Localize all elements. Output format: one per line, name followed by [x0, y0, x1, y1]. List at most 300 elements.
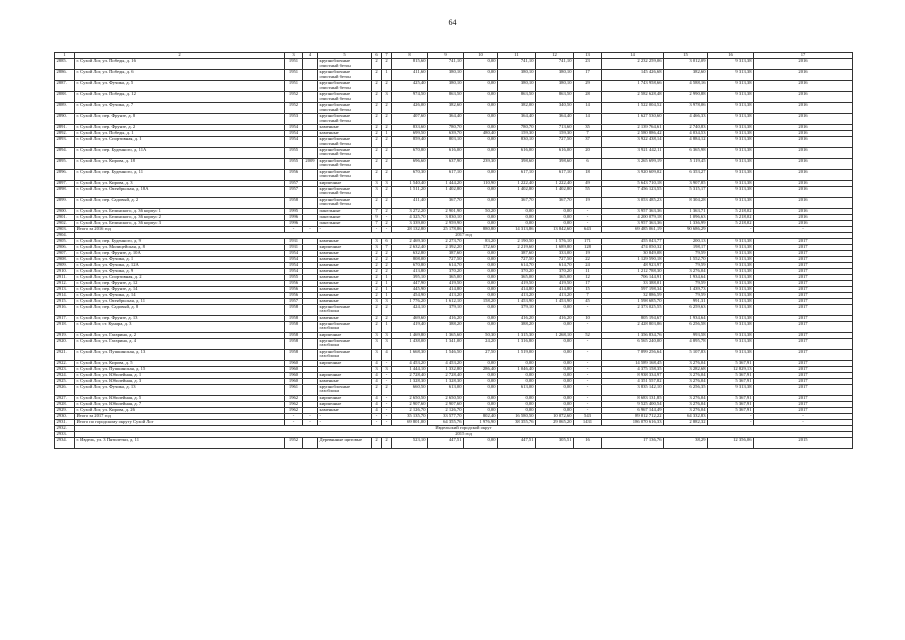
table-cell: 16	[574, 437, 602, 448]
table-cell: 79,59	[664, 280, 708, 286]
table-cell: 2	[382, 384, 392, 395]
table-cell: 387,60	[498, 250, 536, 256]
table-cell: 83,20	[464, 238, 498, 244]
table-cell: 2928.	[55, 401, 75, 407]
table-cell: 1	[382, 131, 392, 137]
table-cell: 5 367,91	[708, 372, 754, 378]
table-cell: 1957	[285, 186, 303, 197]
table-cell: 2913.	[55, 286, 75, 292]
table-cell: 90 686,29	[664, 226, 708, 232]
table-cell: -	[708, 413, 754, 419]
table-cell: 3 907,85	[664, 180, 708, 186]
table-cell: 9 313,38	[708, 81, 754, 92]
table-cell: 38 355,76	[498, 419, 536, 425]
table-cell: -	[574, 366, 602, 372]
row-number: 2904.	[55, 232, 75, 238]
table-cell: 2	[382, 125, 392, 131]
table-cell: 2017	[754, 244, 853, 250]
table-cell: 45	[574, 298, 602, 304]
table-row	[55, 338, 853, 349]
table-cell: 1431	[574, 419, 602, 425]
column-header: 9	[428, 53, 464, 59]
table-cell: 9 313,38	[708, 292, 754, 298]
table-cell: 6	[574, 158, 602, 169]
table-cell: 3	[382, 92, 392, 103]
table-cell: 23	[574, 59, 602, 70]
table-cell: 1960	[285, 360, 303, 366]
table-cell: 2 907,60	[428, 401, 464, 407]
table-cell: 5 367,91	[708, 378, 754, 384]
table-cell: 1 453,90	[498, 298, 536, 304]
table-cell: 2 580 886,42	[602, 131, 664, 137]
table-cell: г. Сухой Лог, ул. Победы, д. 16	[75, 59, 285, 70]
table-cell: 469,60	[392, 315, 428, 321]
table-cell: 2017	[754, 280, 853, 286]
table-cell: крупноблочные очистный бетон	[318, 81, 372, 92]
table-cell: 10	[574, 315, 602, 321]
table-cell: г. Сухой Лог, пер. Буденного, д. 9	[75, 238, 285, 244]
table-cell: 670,80	[392, 262, 428, 268]
table-cell: 6 565 240,00	[602, 338, 664, 349]
table-cell: 2	[372, 280, 382, 286]
table-cell: 2934.	[55, 437, 75, 448]
table-cell: -	[372, 419, 382, 425]
table-cell: -	[303, 226, 318, 232]
table-cell: 2017	[754, 401, 853, 407]
table-cell: 1952	[285, 103, 303, 114]
table-cell: 7	[574, 131, 602, 137]
table-cell: 0,00	[536, 407, 574, 413]
table-cell: кирпичные	[318, 244, 372, 250]
table-cell: 9	[372, 214, 382, 220]
table-cell: 474 050,32	[602, 244, 664, 250]
table-cell: 1954	[285, 268, 303, 274]
table-cell: 2017	[754, 262, 853, 268]
table-cell: 2017	[754, 250, 853, 256]
table-cell: 614,70	[428, 262, 464, 268]
table-cell: 14	[574, 103, 602, 114]
table-cell: каменные	[318, 256, 372, 262]
table-cell: 880,80	[464, 226, 498, 232]
table-cell: 9 313,38	[708, 137, 754, 148]
table-cell: 2016	[754, 131, 853, 137]
table-cell: 9 313,38	[708, 147, 754, 158]
table-cell: 7	[372, 208, 382, 214]
table-cell: 616,00	[498, 147, 536, 158]
column-header: 10	[464, 53, 498, 59]
table-cell: 1 315,30	[498, 332, 536, 338]
table-cell: 0,00	[464, 220, 498, 226]
table-cell: -	[285, 413, 303, 419]
table-row	[55, 137, 853, 148]
table-cell: 367,70	[536, 197, 574, 208]
table-cell: 1960	[285, 366, 303, 372]
table-cell: 19	[574, 197, 602, 208]
table-cell: 3 282,68	[664, 366, 708, 372]
table-cell: 660,50	[392, 384, 428, 395]
table-cell: Итого за 2017 год	[75, 413, 285, 419]
table-cell: 9 313,38	[708, 59, 754, 70]
table-cell: 2	[382, 114, 392, 125]
table-cell: 4 034,53	[664, 131, 708, 137]
table-row	[55, 92, 853, 103]
table-cell: 14 313,86	[498, 226, 536, 232]
table-cell: 713,60	[536, 125, 574, 131]
table-cell: 2 728,40	[428, 372, 464, 378]
table-row	[55, 158, 853, 169]
table-cell: 14	[574, 114, 602, 125]
table-cell: 2	[372, 92, 382, 103]
table-cell: -	[708, 226, 754, 232]
table-cell: 387,60	[428, 250, 464, 256]
table-cell: панельные	[318, 220, 372, 226]
table-cell: 863,50	[428, 92, 464, 103]
table-cell: 1 365,60	[428, 332, 464, 338]
table-cell: 2	[372, 158, 382, 169]
table-cell: 2	[382, 268, 392, 274]
table-cell: 411,40	[392, 197, 428, 208]
table-cell: 1 268,10	[536, 332, 574, 338]
table-cell: 2017	[754, 274, 853, 280]
table-cell: 7 456 123,55	[602, 186, 664, 197]
table-cell: г. Сухой Лог, ул. Победы, д. 6	[75, 70, 285, 81]
page-number: 64	[448, 18, 457, 27]
table-cell: 411,60	[392, 70, 428, 81]
table-row	[55, 114, 853, 125]
table-cell: 2	[372, 114, 382, 125]
table-cell: 7	[382, 244, 392, 250]
table-cell: 1 612,10	[428, 298, 464, 304]
table-cell: 2	[372, 286, 382, 292]
table-cell: 1 402,80	[428, 186, 464, 197]
register-table-container	[54, 52, 852, 449]
table-cell: 2016	[754, 208, 853, 214]
table-cell: 2017	[754, 349, 853, 360]
table-cell: 2 650,50	[392, 395, 428, 401]
table-cell: -	[382, 360, 392, 366]
table-cell: крупноблочные газоблоки	[318, 304, 372, 315]
table-cell: 2017	[754, 384, 853, 395]
table-cell: 110,90	[464, 180, 498, 186]
section-title: 2017 год	[75, 232, 853, 238]
table-cell: 382,60	[428, 103, 464, 114]
table-cell: г. Сухой Лог, ул. Спортивная, д. 2	[75, 274, 285, 280]
table-cell: 24,20	[464, 338, 498, 349]
table-cell: -	[754, 419, 853, 425]
table-cell: 4	[372, 407, 382, 413]
table-cell: 414,80	[536, 286, 574, 292]
table-cell: крупноблочные газоблоки	[318, 384, 372, 395]
table-cell: 1954	[285, 262, 303, 268]
table-cell: 367,70	[498, 197, 536, 208]
table-cell: 5 367,91	[708, 360, 754, 366]
table-cell: 2017	[754, 378, 853, 384]
table-cell: 7 899 256,64	[602, 349, 664, 360]
table-cell: 2930.	[55, 413, 75, 419]
table-cell: 1961	[285, 384, 303, 395]
table-cell: 0,00	[498, 208, 536, 214]
table-cell: 3	[372, 332, 382, 338]
table-cell: 802,40	[464, 413, 498, 419]
table-cell: 2	[382, 59, 392, 70]
table-cell: 2901.	[55, 214, 75, 220]
table-row	[55, 59, 853, 70]
table-cell: каменные	[318, 250, 372, 256]
table-cell: 15	[574, 286, 602, 292]
table-cell: 69 485 061,19	[602, 226, 664, 232]
table-cell: 0,00	[536, 401, 574, 407]
table-cell: -	[372, 413, 382, 419]
table-cell: 9 313,38	[708, 338, 754, 349]
table-cell: 2890.	[55, 114, 75, 125]
table-cell: 3	[382, 366, 392, 372]
table-cell: 2	[372, 147, 382, 158]
table-cell: 365,00	[536, 274, 574, 280]
table-cell: каменные	[318, 286, 372, 292]
table-cell: 1958	[285, 338, 303, 349]
table-cell: 17	[574, 280, 602, 286]
table-cell: 5 367,91	[708, 407, 754, 413]
table-cell	[303, 304, 318, 315]
table-cell: -	[285, 419, 303, 425]
table-cell: г. Сухой Лог, ул. Победы, д. 1	[75, 131, 285, 137]
table-cell: 10 072,60	[536, 413, 574, 419]
table-cell: 2009	[303, 158, 318, 169]
table-cell: 3	[382, 180, 392, 186]
table-cell: 0,00	[498, 372, 536, 378]
table-cell: 0,00	[536, 349, 574, 360]
table-cell: 2	[372, 304, 382, 315]
table-cell: 28	[574, 92, 602, 103]
table-cell: 2	[372, 315, 382, 321]
table-cell	[303, 384, 318, 395]
table-cell: 2	[372, 256, 382, 262]
table-cell: 3	[382, 332, 392, 338]
table-cell: 2 428 803,86	[602, 321, 664, 332]
table-cell: 2895.	[55, 158, 75, 169]
table-row	[55, 81, 853, 92]
table-cell: 52	[574, 332, 602, 338]
table-cell: г. Сухой Лог, пер. Буденного, д. 11	[75, 169, 285, 180]
table-cell: каменные	[318, 280, 372, 286]
table-cell: 1962	[285, 401, 303, 407]
table-cell: г. Сухой Лог, ул. Октябрьская, д. 11	[75, 298, 285, 304]
table-cell: 3	[382, 338, 392, 349]
table-cell: г. Сухой Лог, ул. Юбилейная, д. 1	[75, 372, 285, 378]
table-cell: 1 341,00	[428, 338, 464, 349]
column-header: 11	[498, 53, 536, 59]
table-cell: г. Сухой Лог, пер. Садовый, д. 8	[75, 304, 285, 315]
table-cell: 49	[574, 180, 602, 186]
table-cell: 741,10	[428, 59, 464, 70]
table-cell: -	[574, 378, 602, 384]
table-cell: 1962	[285, 395, 303, 401]
table-cell: 2017	[754, 332, 853, 338]
table-cell: 1 129 590,18	[602, 256, 664, 262]
table-cell: 2 273,70	[428, 238, 464, 244]
table-cell: крупноблочные очистный бетон	[318, 103, 372, 114]
table-cell: 639,70	[428, 131, 464, 137]
table-cell: 2016	[754, 147, 853, 158]
table-cell: 1955	[285, 147, 303, 158]
table-cell: 1960	[285, 378, 303, 384]
table-cell: -	[574, 214, 602, 220]
table-cell: 2017	[754, 366, 853, 372]
table-cell: 0,00	[464, 384, 498, 395]
table-cell: 128	[574, 244, 602, 250]
table-cell: 2017	[754, 304, 853, 315]
table-cell: 2	[382, 158, 392, 169]
table-cell: 1	[382, 70, 392, 81]
table-cell: г. Сухой Лог, ул. Октябрьская, д. 18А	[75, 186, 285, 197]
table-cell: г. Сухой Лог, пер. Фрунзе, д. 14	[75, 286, 285, 292]
table-cell: каменные	[318, 131, 372, 137]
table-cell: 5 367,91	[708, 401, 754, 407]
table-cell: 0,00	[464, 137, 498, 148]
table-cell: 4 325,70	[392, 214, 428, 220]
table-cell: кирпичные	[318, 180, 372, 186]
table-cell: 6	[382, 238, 392, 244]
table-cell: 670,30	[392, 169, 428, 180]
table-cell: 2	[372, 321, 382, 332]
table-cell	[303, 59, 318, 70]
table-cell: 2016	[754, 214, 853, 220]
table-cell: 9 313,38	[708, 280, 754, 286]
table-cell: 2017	[754, 360, 853, 366]
table-cell: 380,10	[428, 81, 464, 92]
table-cell: 2896.	[55, 169, 75, 180]
table-cell: г. Сухой Лог, пер. Буденного, д. 11А	[75, 147, 285, 158]
table-cell: 419,50	[498, 280, 536, 286]
table-cell: 2	[382, 197, 392, 208]
table-cell: 18	[574, 169, 602, 180]
table-cell: 2	[372, 262, 382, 268]
table-cell: 9 313,38	[708, 332, 754, 338]
table-cell: 1995	[285, 208, 303, 214]
table-cell: 0,00	[536, 366, 574, 372]
table-cell: 613,00	[498, 384, 536, 395]
table-cell: 1 519,00	[498, 349, 536, 360]
table-cell: 5 107,83	[664, 349, 708, 360]
table-cell: г. Сухой Лог, ул. Белинского, д. 36 корпус 3	[75, 220, 285, 226]
table-cell: кирпичные	[318, 360, 372, 366]
table-cell: 6 259,63	[664, 304, 708, 315]
table-cell: крупноблочные газоблоки	[318, 321, 372, 332]
table-cell: 859,40	[392, 137, 428, 148]
table-cell: г. Сухой Лог, ул. Спортивная, д. 1	[75, 137, 285, 148]
table-cell: 2	[382, 220, 392, 226]
table-cell: 4	[372, 401, 382, 407]
table-cell: 2017	[754, 292, 853, 298]
table-cell: 1 222,40	[498, 180, 536, 186]
table-cell: Итого за 2016 год	[75, 226, 285, 232]
table-cell: 2	[372, 250, 382, 256]
table-cell: 2897.	[55, 180, 75, 186]
table-cell: 20	[574, 147, 602, 158]
table-cell: -	[318, 419, 372, 425]
table-cell: 1 212 788,30	[602, 268, 664, 274]
table-cell: 3 921 442,11	[602, 147, 664, 158]
table-cell: 413,80	[392, 268, 428, 274]
table-cell: 9 313,38	[708, 103, 754, 114]
table-cell: 0,00	[464, 372, 498, 378]
table-cell: каменные	[318, 268, 372, 274]
table-cell: г. Сухой Лог, ул. Белинского, д. 36 корпус 2	[75, 214, 285, 220]
table-cell: г. Сухой Лог, ул. Кирова, д. 5	[75, 360, 285, 366]
table-cell: 3	[372, 338, 382, 349]
table-cell: г. Сухой Лог, ул. Юбилейная, д. 5	[75, 395, 285, 401]
table-cell: 30 849,08	[602, 250, 664, 256]
table-cell: 159,30	[498, 131, 536, 137]
table-cell: г. Сухой Лог, ул. Кирова, д. 26	[75, 407, 285, 413]
table-cell: 2914.	[55, 292, 75, 298]
table-cell: 2016	[754, 169, 853, 180]
table-cell: 1 328,30	[428, 378, 464, 384]
table-cell: 1 453,90	[536, 298, 574, 304]
table-cell: 2891.	[55, 125, 75, 131]
table-cell: 4	[382, 349, 392, 360]
table-cell: 413,20	[498, 292, 536, 298]
table-cell: 382,00	[498, 103, 536, 114]
table-cell: 2 126,70	[428, 407, 464, 413]
table-cell: 24	[574, 262, 602, 268]
table-cell: 6 967 144,49	[602, 407, 664, 413]
table-cell: 1 511,20	[392, 186, 428, 197]
table-cell: 3 276,04	[664, 407, 708, 413]
column-header: 13	[574, 53, 602, 59]
table-cell: 2911.	[55, 274, 75, 280]
table-cell: каменные	[318, 298, 372, 304]
table-cell	[303, 197, 318, 208]
table-cell: 2 582 628,48	[602, 92, 664, 103]
table-cell: -	[574, 338, 602, 349]
table-cell	[303, 92, 318, 103]
table-cell: 64 332,83	[664, 413, 708, 419]
table-cell: г. Сухой Лог, ул. Пушкинская, д. 15	[75, 366, 285, 372]
table-cell: 1958	[285, 197, 303, 208]
table-cell: 2017	[754, 372, 853, 378]
table-cell: г. Сухой Лог, ул. Кирова, д. 18	[75, 158, 285, 169]
table-cell: 0,00	[498, 220, 536, 226]
table-cell: г. Сухой Лог, пер. Садовый, д. 2	[75, 197, 285, 208]
table-cell: 2	[382, 262, 392, 268]
table-cell: 0,00	[464, 315, 498, 321]
table-cell: 2927.	[55, 395, 75, 401]
table-cell: 17 136,76	[602, 437, 664, 448]
table-cell: 0,00	[464, 395, 498, 401]
table-cell: 3 957 363,36	[602, 208, 664, 214]
table-cell: 9 313,38	[708, 180, 754, 186]
table-cell: 0,00	[536, 378, 574, 384]
table-cell: 833,60	[392, 125, 428, 131]
table-cell: 364,40	[428, 114, 464, 125]
table-cell: 0,00	[498, 407, 536, 413]
table-cell: 6 256,58	[664, 321, 708, 332]
table-cell: крупноблочные очистный бетон	[318, 147, 372, 158]
table-cell: 614,70	[498, 262, 536, 268]
table-cell: 5 643 710,18	[602, 180, 664, 186]
table-cell: 33 577,70	[428, 413, 464, 419]
table-cell: 2923.	[55, 366, 75, 372]
table-cell: -	[372, 226, 382, 232]
table-cell: 1 438,00	[392, 338, 428, 349]
table-cell: 2	[372, 197, 382, 208]
table-cell: 1	[382, 286, 392, 292]
table-cell: 2	[372, 292, 382, 298]
table-cell: 3	[372, 366, 382, 372]
table-cell: 4	[372, 378, 382, 384]
table-cell: 1958	[285, 321, 303, 332]
